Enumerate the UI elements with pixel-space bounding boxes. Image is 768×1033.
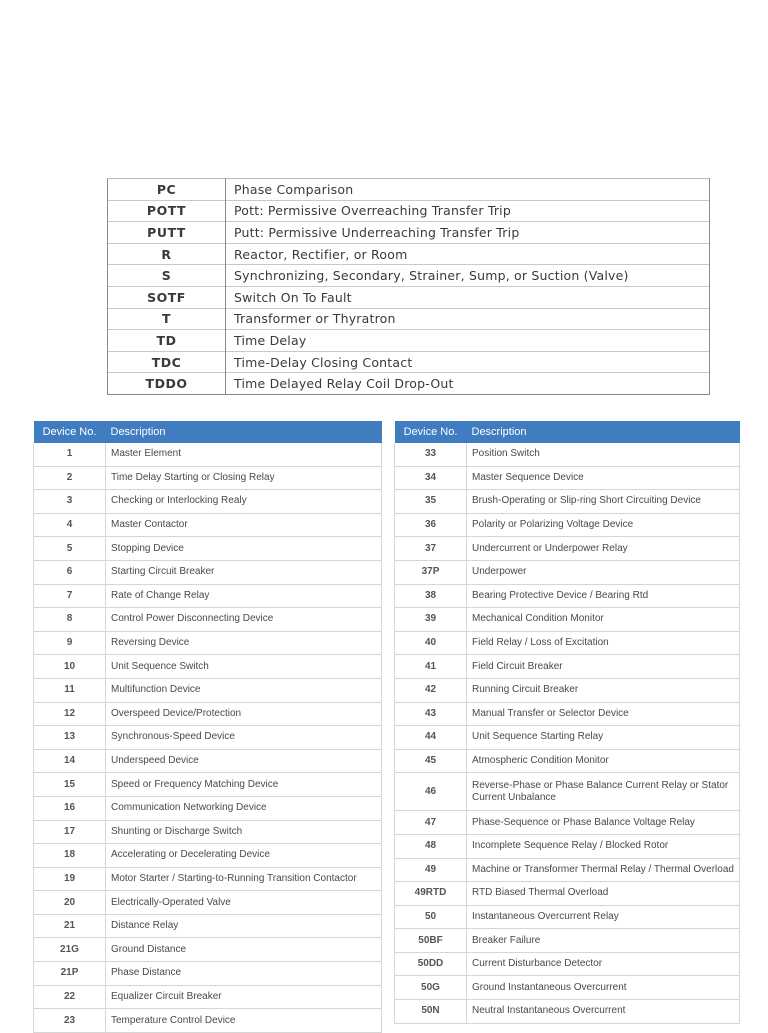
device-row: [395, 443, 740, 466]
device-number: 47: [395, 811, 467, 835]
device-description: Time Delay Starting or Closing Relay: [106, 466, 382, 490]
device-number: 2: [34, 466, 106, 490]
device-row: [395, 952, 740, 976]
device-number: 9: [34, 631, 106, 655]
device-table-header: [34, 421, 382, 443]
device-row: [34, 608, 382, 632]
device-description: Overspeed Device/Protection: [106, 702, 382, 726]
device-number: 49: [395, 858, 467, 882]
device-number: 4: [34, 513, 106, 537]
abbreviation-code: T: [108, 308, 226, 330]
device-row: [395, 882, 740, 906]
device-table-header: [395, 421, 740, 443]
device-description: Incomplete Sequence Relay / Blocked Rotor: [467, 834, 740, 858]
abbreviation-row: [108, 351, 710, 373]
device-row: [34, 844, 382, 868]
device-number: 37: [395, 537, 467, 561]
device-description: Underpower: [467, 560, 740, 584]
device-description: Bearing Protective Device / Bearing Rtd: [467, 584, 740, 608]
device-description: Motor Starter / Starting-to-Running Transition Contactor: [106, 867, 382, 891]
device-number: 36: [395, 513, 467, 537]
device-number: 21G: [34, 938, 106, 962]
device-row: [395, 929, 740, 953]
device-row: [395, 976, 740, 1000]
device-number: 35: [395, 490, 467, 514]
device-number: 40: [395, 631, 467, 655]
device-row: [34, 655, 382, 679]
device-description: Phase Distance: [106, 962, 382, 986]
abbreviation-code: PC: [108, 179, 226, 201]
device-number: 50N: [395, 1000, 467, 1024]
device-description: Rate of Change Relay: [106, 584, 382, 608]
device-description: Polarity or Polarizing Voltage Device: [467, 513, 740, 537]
abbreviation-row: [108, 286, 710, 308]
device-description: Starting Circuit Breaker: [106, 560, 382, 584]
device-row: [34, 1009, 382, 1033]
device-description: Brush-Operating or Slip-ring Short Circuiting Device: [467, 490, 740, 514]
device-row: [34, 584, 382, 608]
device-row: [34, 985, 382, 1009]
device-row: [34, 631, 382, 655]
device-number: 50G: [395, 976, 467, 1000]
device-row: [395, 749, 740, 773]
device-description: Neutral Instantaneous Overcurrent: [467, 1000, 740, 1024]
device-table-left: [33, 421, 382, 1033]
device-number: 38: [395, 584, 467, 608]
device-description: Synchronous-Speed Device: [106, 726, 382, 750]
device-row: [395, 1000, 740, 1024]
device-row: [34, 773, 382, 797]
device-number: 43: [395, 702, 467, 726]
device-table-right: [394, 421, 740, 1024]
device-number: 50DD: [395, 952, 467, 976]
device-row: [34, 796, 382, 820]
device-row: [395, 513, 740, 537]
device-number: 45: [395, 749, 467, 773]
device-description: Position Switch: [467, 443, 740, 466]
abbreviation-meaning: Synchronizing, Secondary, Strainer, Sump, or Suction (Valve): [226, 265, 710, 287]
device-number: 15: [34, 773, 106, 797]
device-number: 16: [34, 796, 106, 820]
device-row: [34, 678, 382, 702]
device-row: [395, 537, 740, 561]
device-number: 46: [395, 773, 467, 811]
abbreviation-meaning: Time Delayed Relay Coil Drop-Out: [226, 373, 710, 395]
device-row: [395, 726, 740, 750]
abbreviation-code: SOTF: [108, 286, 226, 308]
device-description: Undercurrent or Underpower Relay: [467, 537, 740, 561]
device-number: 22: [34, 985, 106, 1009]
device-row: [34, 466, 382, 490]
device-description: Communication Networking Device: [106, 796, 382, 820]
abbreviation-table: [107, 178, 710, 395]
device-row: [34, 867, 382, 891]
header-row: [34, 421, 382, 443]
device-description: Stopping Device: [106, 537, 382, 561]
device-description: Machine or Transformer Thermal Relay / Thermal Overload: [467, 858, 740, 882]
description-header: Description: [106, 421, 382, 443]
abbreviation-code: PUTT: [108, 222, 226, 244]
abbreviation-table-body: [108, 179, 710, 395]
device-number: 7: [34, 584, 106, 608]
device-row: [395, 560, 740, 584]
device-description: Multifunction Device: [106, 678, 382, 702]
device-description: Phase-Sequence or Phase Balance Voltage Relay: [467, 811, 740, 835]
device-number: 41: [395, 655, 467, 679]
device-number: 49RTD: [395, 882, 467, 906]
device-row: [395, 608, 740, 632]
device-description: Atmospheric Condition Monitor: [467, 749, 740, 773]
device-description: Instantaneous Overcurrent Relay: [467, 905, 740, 929]
device-number: 17: [34, 820, 106, 844]
device-description: Accelerating or Decelerating Device: [106, 844, 382, 868]
device-description: Master Element: [106, 443, 382, 466]
device-number: 34: [395, 466, 467, 490]
device-number: 21P: [34, 962, 106, 986]
abbreviation-row: [108, 200, 710, 222]
device-number: 48: [395, 834, 467, 858]
device-row: [395, 702, 740, 726]
device-number: 5: [34, 537, 106, 561]
device-row: [395, 773, 740, 811]
device-row: [395, 655, 740, 679]
device-number: 20: [34, 891, 106, 915]
device-description: Equalizer Circuit Breaker: [106, 985, 382, 1009]
device-row: [34, 513, 382, 537]
device-row: [34, 914, 382, 938]
device-row: [395, 905, 740, 929]
device-description: Breaker Failure: [467, 929, 740, 953]
device-description: Temperature Control Device: [106, 1009, 382, 1033]
device-number: 19: [34, 867, 106, 891]
device-row: [34, 560, 382, 584]
device-description: Speed or Frequency Matching Device: [106, 773, 382, 797]
device-description: Reverse-Phase or Phase Balance Current Relay or Stator Current Unbalance: [467, 773, 740, 811]
device-description: Master Sequence Device: [467, 466, 740, 490]
device-row: [395, 490, 740, 514]
device-row: [395, 811, 740, 835]
device-number: 21: [34, 914, 106, 938]
device-number: 6: [34, 560, 106, 584]
device-table-right-body: [395, 443, 740, 1023]
abbreviation-code: TD: [108, 330, 226, 352]
device-description: Manual Transfer or Selector Device: [467, 702, 740, 726]
abbreviation-code: TDDO: [108, 373, 226, 395]
device-number: 50BF: [395, 929, 467, 953]
device-number: 39: [395, 608, 467, 632]
abbreviation-row: [108, 179, 710, 201]
device-row: [34, 537, 382, 561]
device-row: [395, 678, 740, 702]
device-description: Underspeed Device: [106, 749, 382, 773]
device-description: Mechanical Condition Monitor: [467, 608, 740, 632]
abbreviation-code: S: [108, 265, 226, 287]
device-description: Master Contactor: [106, 513, 382, 537]
abbreviation-meaning: Phase Comparison: [226, 179, 710, 201]
abbreviation-row: [108, 243, 710, 265]
device-row: [34, 490, 382, 514]
device-description: Distance Relay: [106, 914, 382, 938]
device-row: [34, 891, 382, 915]
device-number: 12: [34, 702, 106, 726]
device-row: [34, 749, 382, 773]
device-row: [34, 726, 382, 750]
abbreviation-code: POTT: [108, 200, 226, 222]
abbreviation-row: [108, 308, 710, 330]
device-description: Control Power Disconnecting Device: [106, 608, 382, 632]
device-number: 10: [34, 655, 106, 679]
device-row: [34, 702, 382, 726]
device-no-header: Device No.: [34, 421, 106, 443]
abbreviation-code: TDC: [108, 351, 226, 373]
abbreviation-row: [108, 373, 710, 395]
abbreviation-row: [108, 330, 710, 352]
device-description: Electrically-Operated Valve: [106, 891, 382, 915]
device-description: Field Circuit Breaker: [467, 655, 740, 679]
device-number: 50: [395, 905, 467, 929]
device-description: RTD Biased Thermal Overload: [467, 882, 740, 906]
device-number: 3: [34, 490, 106, 514]
abbreviation-meaning: Switch On To Fault: [226, 286, 710, 308]
device-description: Ground Instantaneous Overcurrent: [467, 976, 740, 1000]
device-row: [395, 834, 740, 858]
description-header: Description: [467, 421, 740, 443]
device-description: Current Disturbance Detector: [467, 952, 740, 976]
device-description: Unit Sequence Starting Relay: [467, 726, 740, 750]
device-number: 1: [34, 443, 106, 466]
device-number: 44: [395, 726, 467, 750]
abbreviation-meaning: Pott: Permissive Overreaching Transfer Trip: [226, 200, 710, 222]
device-number: 18: [34, 844, 106, 868]
abbreviation-meaning: Time-Delay Closing Contact: [226, 351, 710, 373]
device-number: 42: [395, 678, 467, 702]
abbreviation-row: [108, 222, 710, 244]
device-number: 37P: [395, 560, 467, 584]
device-number: 13: [34, 726, 106, 750]
device-number: 23: [34, 1009, 106, 1033]
device-description: Field Relay / Loss of Excitation: [467, 631, 740, 655]
device-row: [34, 443, 382, 466]
device-row: [395, 858, 740, 882]
header-row: [395, 421, 740, 443]
device-row: [34, 938, 382, 962]
device-row: [34, 820, 382, 844]
device-description: Shunting or Discharge Switch: [106, 820, 382, 844]
device-description: Ground Distance: [106, 938, 382, 962]
abbreviation-meaning: Transformer or Thyratron: [226, 308, 710, 330]
device-row: [395, 584, 740, 608]
device-number: 8: [34, 608, 106, 632]
device-number: 14: [34, 749, 106, 773]
abbreviation-meaning: Reactor, Rectifier, or Room: [226, 243, 710, 265]
abbreviation-row: [108, 265, 710, 287]
device-description: Reversing Device: [106, 631, 382, 655]
device-description: Checking or Interlocking Realy: [106, 490, 382, 514]
abbreviation-meaning: Time Delay: [226, 330, 710, 352]
abbreviation-code: R: [108, 243, 226, 265]
device-row: [395, 631, 740, 655]
device-row: [34, 962, 382, 986]
device-table-left-body: [34, 443, 382, 1032]
device-description: Running Circuit Breaker: [467, 678, 740, 702]
device-row: [395, 466, 740, 490]
device-no-header: Device No.: [395, 421, 467, 443]
device-description: Unit Sequence Switch: [106, 655, 382, 679]
device-number: 11: [34, 678, 106, 702]
abbreviation-meaning: Putt: Permissive Underreaching Transfer Trip: [226, 222, 710, 244]
device-number: 33: [395, 443, 467, 466]
